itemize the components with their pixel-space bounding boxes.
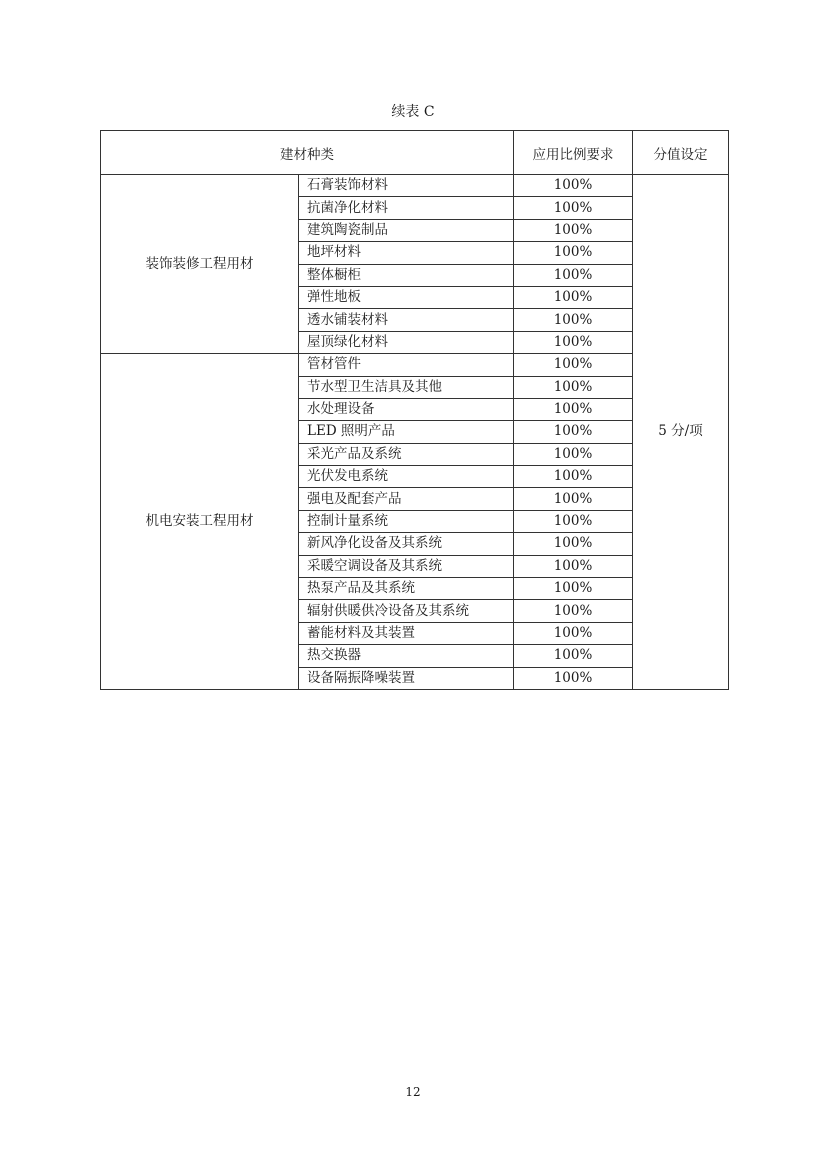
ratio-value: 100% — [514, 286, 633, 308]
ratio-value: 100% — [514, 219, 633, 241]
table-header-row — [101, 131, 729, 175]
ratio-value: 100% — [514, 354, 633, 376]
ratio-value: 100% — [514, 443, 633, 465]
ratio-value: 100% — [514, 197, 633, 219]
ratio-value: 100% — [514, 175, 633, 197]
ratio-value: 100% — [514, 622, 633, 644]
ratio-value: 100% — [514, 555, 633, 577]
material-name: 整体橱柜 — [299, 264, 514, 286]
ratio-value: 100% — [514, 510, 633, 532]
material-name: 辐射供暖供冷设备及其系统 — [299, 600, 514, 622]
ratio-value: 100% — [514, 376, 633, 398]
material-name: 蓄能材料及其装置 — [299, 622, 514, 644]
material-name: 新风净化设备及其系统 — [299, 533, 514, 555]
material-name: 石膏装饰材料 — [299, 175, 514, 197]
material-name: 建筑陶瓷制品 — [299, 219, 514, 241]
ratio-value: 100% — [514, 667, 633, 689]
building-materials-table — [100, 130, 729, 690]
ratio-value: 100% — [514, 600, 633, 622]
header-score: 分值设定 — [633, 131, 729, 175]
ratio-value: 100% — [514, 242, 633, 264]
table-body — [101, 175, 729, 690]
material-name: 地坪材料 — [299, 242, 514, 264]
score-value: 5 分/项 — [633, 175, 729, 690]
ratio-value: 100% — [514, 398, 633, 420]
group-name: 机电安装工程用材 — [101, 354, 299, 690]
ratio-value: 100% — [514, 466, 633, 488]
ratio-value: 100% — [514, 264, 633, 286]
material-name: 抗菌净化材料 — [299, 197, 514, 219]
material-name: 水处理设备 — [299, 398, 514, 420]
material-name: 热交换器 — [299, 645, 514, 667]
ratio-value: 100% — [514, 645, 633, 667]
ratio-value: 100% — [514, 488, 633, 510]
material-name: 透水铺装材料 — [299, 309, 514, 331]
material-name: 强电及配套产品 — [299, 488, 514, 510]
material-name: 采光产品及系统 — [299, 443, 514, 465]
ratio-value: 100% — [514, 331, 633, 353]
material-name: 节水型卫生洁具及其他 — [299, 376, 514, 398]
material-name: 热泵产品及其系统 — [299, 578, 514, 600]
material-name: LED 照明产品 — [299, 421, 514, 443]
header-category: 建材种类 — [101, 131, 514, 175]
material-name: 管材管件 — [299, 354, 514, 376]
header-ratio: 应用比例要求 — [514, 131, 633, 175]
table-row — [101, 175, 729, 197]
ratio-value: 100% — [514, 533, 633, 555]
ratio-value: 100% — [514, 309, 633, 331]
material-name: 采暖空调设备及其系统 — [299, 555, 514, 577]
material-name: 屋顶绿化材料 — [299, 331, 514, 353]
group-name: 装饰装修工程用材 — [101, 175, 299, 354]
page-number: 12 — [405, 1085, 421, 1099]
material-name: 设备隔振降噪装置 — [299, 667, 514, 689]
material-name: 控制计量系统 — [299, 510, 514, 532]
table-caption: 续表 C — [391, 104, 435, 120]
material-name: 光伏发电系统 — [299, 466, 514, 488]
material-name: 弹性地板 — [299, 286, 514, 308]
ratio-value: 100% — [514, 578, 633, 600]
ratio-value: 100% — [514, 421, 633, 443]
